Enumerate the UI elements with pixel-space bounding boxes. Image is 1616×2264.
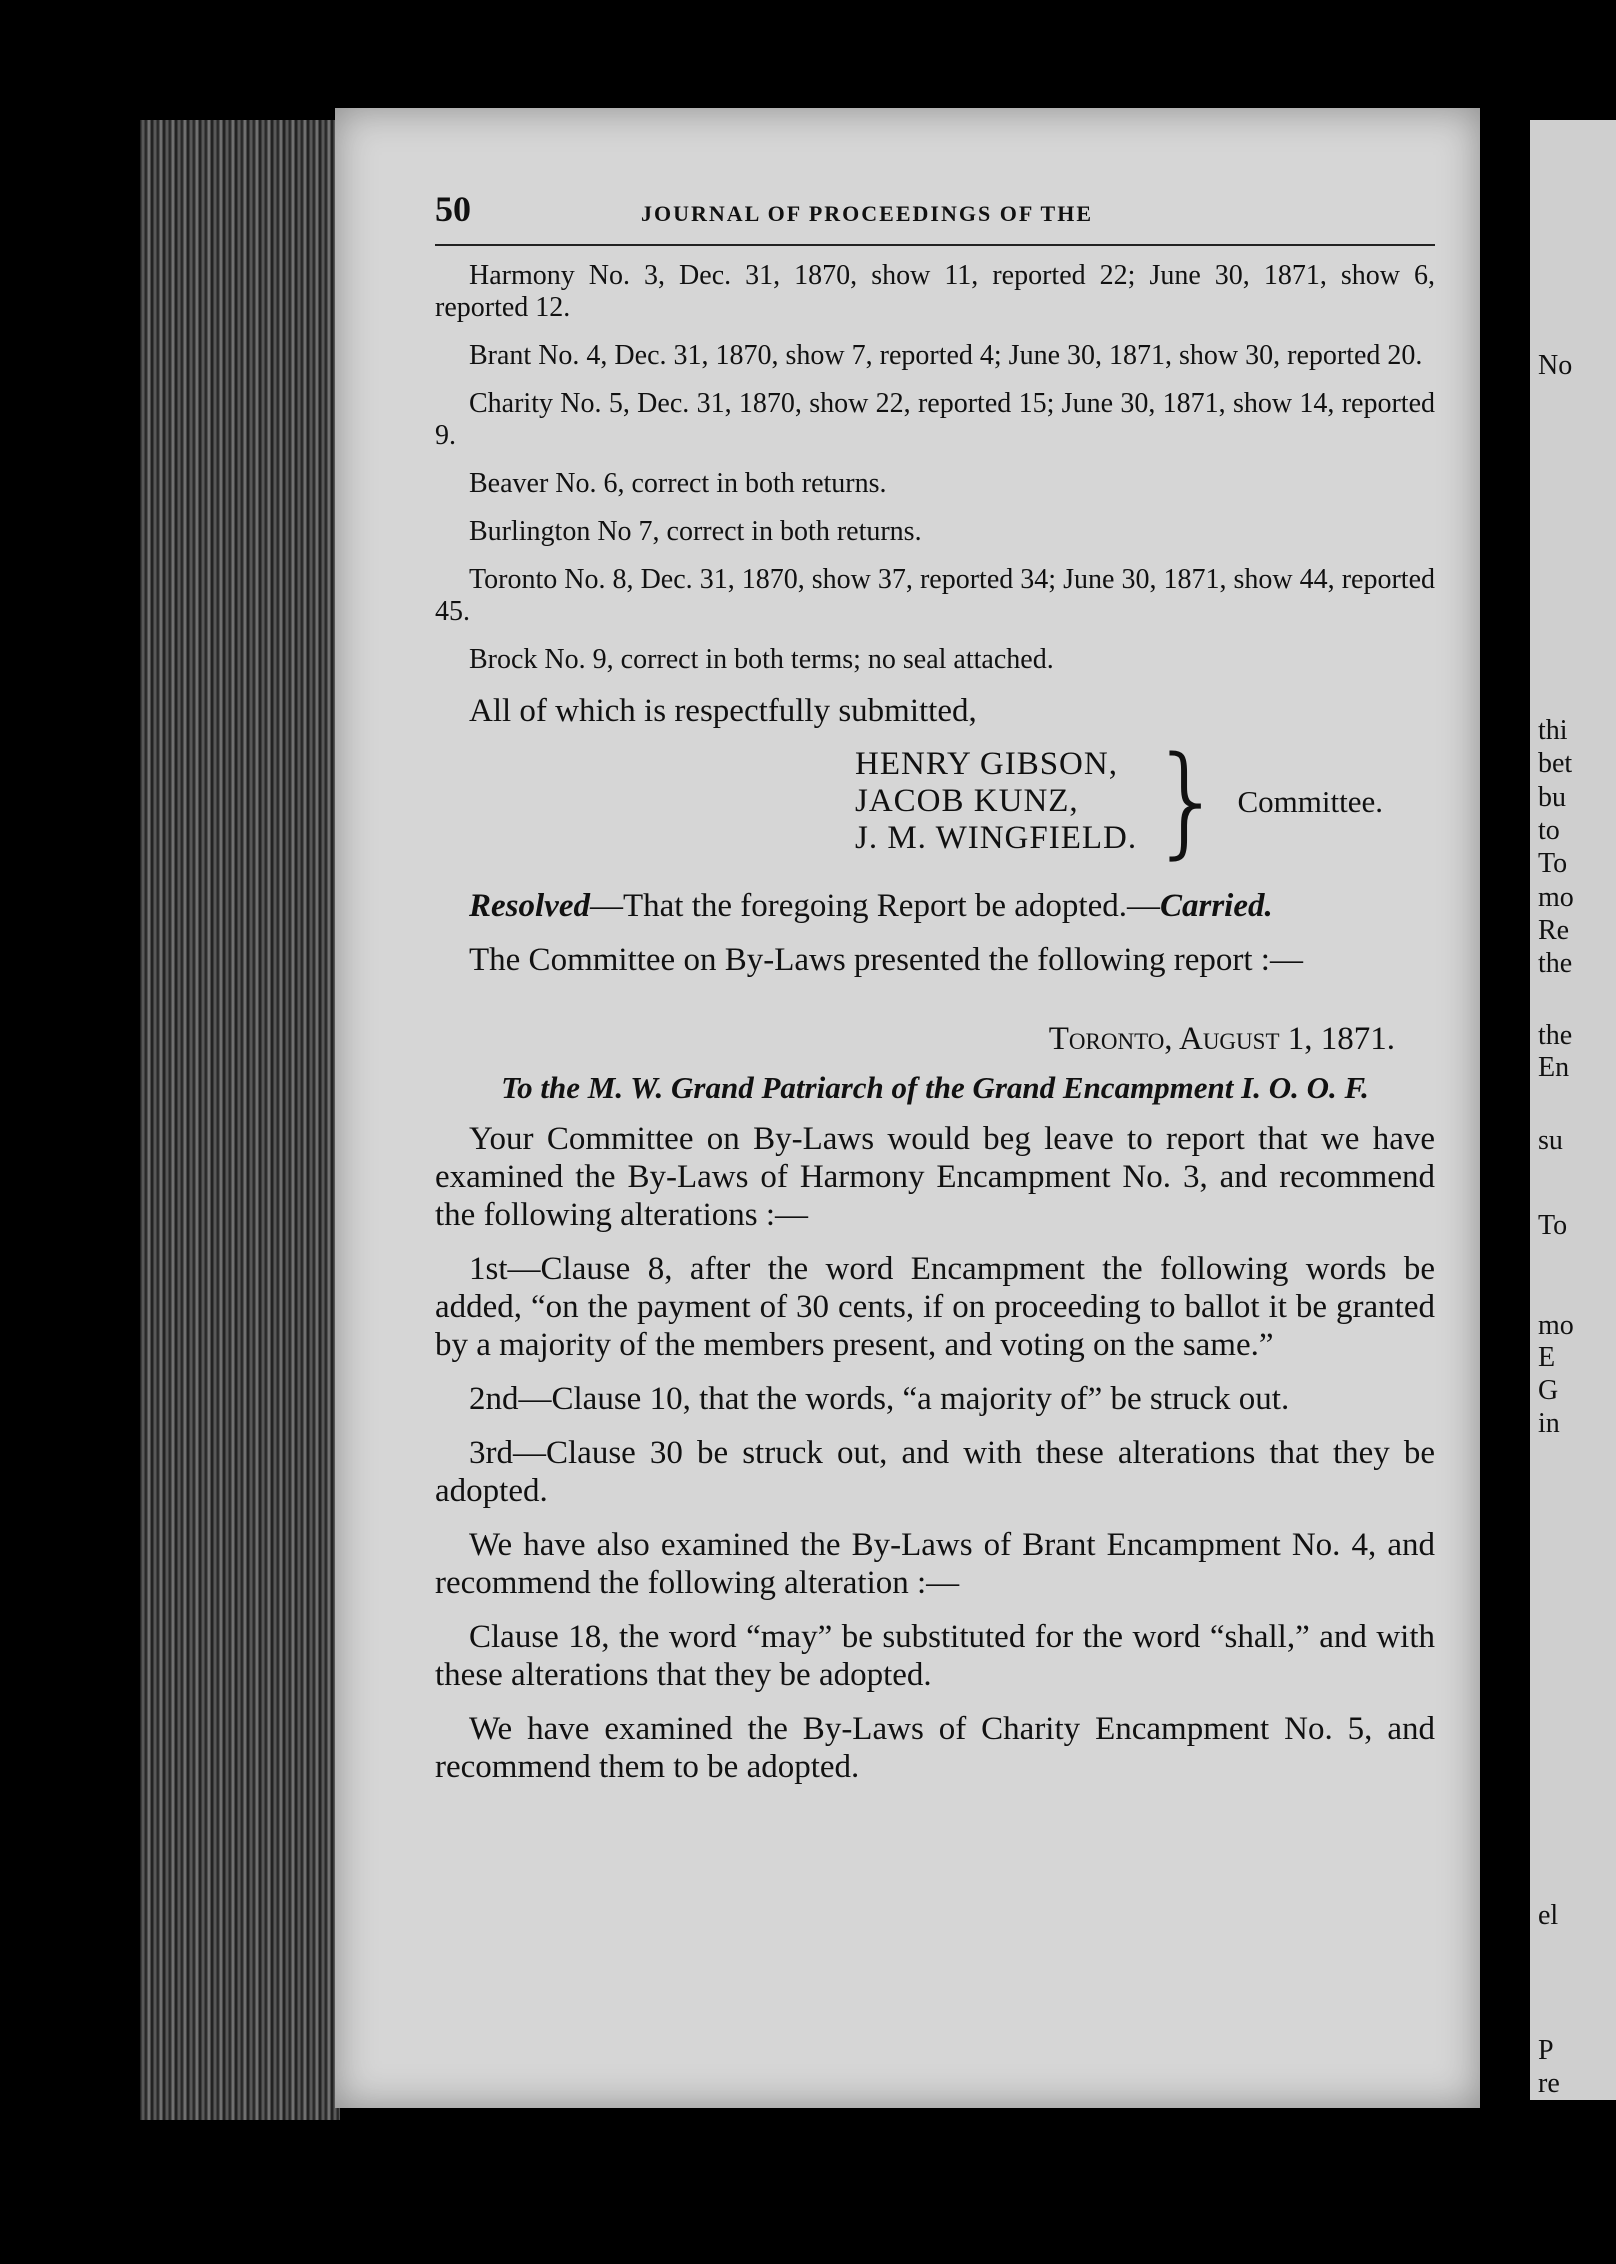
fragment: in (1538, 1408, 1560, 1439)
report-paragraph: Your Committee on By-Laws would beg leave to report that we have examined the By-Laws of Harmony Encampment No. 3, and recommend the following alterations :— (435, 1121, 1435, 1233)
report-date: Toronto, August 1, 1871. (1048, 1021, 1395, 1057)
fragment: re (1538, 2068, 1560, 2099)
report-paragraph: 2nd—Clause 10, that the words, “a majority of” be struck out. (469, 1381, 1290, 1417)
fragment: E (1538, 1342, 1556, 1373)
signature-names (855, 746, 1137, 857)
committee-signatures (855, 731, 1435, 871)
book-spine (140, 120, 340, 2120)
fragment: bu (1538, 782, 1566, 813)
page-header (435, 188, 1435, 246)
committee-label: Committee. (1237, 783, 1384, 819)
signature-name: HENRY GIBSON, (855, 746, 1118, 782)
resolved-line (435, 887, 1435, 925)
fragment: To (1538, 848, 1568, 879)
facing-page-fragment (1530, 120, 1616, 2100)
report-address: To the M. W. Grand Patriarch of the Grand Encampment I. O. O. F. (501, 1070, 1369, 1105)
fragment: mo (1538, 882, 1574, 913)
fragment: bet (1538, 748, 1573, 779)
closing-line: All of which is respectfully submitted, (469, 693, 977, 729)
fragment: to (1538, 815, 1560, 846)
return-entry: Harmony No. 3, Dec. 31, 1870, show 11, reported 22; June 30, 1871, show 6, reported 12. (435, 260, 1435, 323)
return-entry: Burlington No 7, correct in both returns. (469, 516, 922, 547)
fragment: En (1538, 1052, 1570, 1083)
signature-name: JACOB KUNZ, (855, 783, 1079, 819)
page-number: 50 (435, 189, 471, 229)
report-paragraph: 3rd—Clause 30 be struck out, and with these alterations that they be adopted. (435, 1435, 1435, 1509)
fragment: the (1538, 1020, 1573, 1051)
report-paragraph: Clause 18, the word “may” be substituted for the word “shall,” and with these alterations that they be adopted. (435, 1619, 1435, 1693)
fragment: No (1538, 350, 1573, 381)
fragment: el (1538, 1900, 1559, 1931)
fragment: G (1538, 1375, 1559, 1406)
return-entry: Beaver No. 6, correct in both returns. (469, 468, 887, 499)
report-paragraph: 1st—Clause 8, after the word Encampment the following words be added, “on the payment of 30 cents, if on proceeding to ballot it be granted by a majority of the members present, and voting on the same.” (435, 1251, 1435, 1363)
signature-name: J. M. WINGFIELD. (855, 820, 1138, 856)
fragment: the (1538, 948, 1573, 979)
fragment: thi (1538, 715, 1568, 746)
resolved-result: Carried. (1159, 888, 1273, 924)
return-entry: Toronto No. 8, Dec. 31, 1870, show 37, reported 34; June 30, 1871, show 44, reported 45. (435, 564, 1435, 627)
book-page (335, 108, 1480, 2108)
brace-glyph: } (1149, 731, 1226, 871)
page-content (435, 188, 1435, 1802)
return-entry: Brock No. 9, correct in both terms; no seal attached. (469, 644, 1054, 675)
report-paragraph: We have examined the By-Laws of Charity Encampment No. 5, and recommend them to be adopted. (435, 1711, 1435, 1785)
return-entry: Charity No. 5, Dec. 31, 1870, show 22, reported 15; June 30, 1871, show 14, reported 9. (435, 388, 1435, 451)
running-head: JOURNAL OF PROCEEDINGS OF THE (641, 201, 1094, 226)
fragment: P (1538, 2035, 1554, 2066)
fragment: Re (1538, 915, 1570, 946)
fragment: mo (1538, 1310, 1574, 1341)
resolved-lead: Resolved (469, 888, 590, 924)
bylaws-intro: The Committee on By-Laws presented the following report :— (469, 942, 1303, 978)
fragment: To (1538, 1210, 1568, 1241)
return-entry: Brant No. 4, Dec. 31, 1870, show 7, reported 4; June 30, 1871, show 30, reported 20. (469, 340, 1423, 371)
resolved-text: —That the foregoing Report be adopted.— (589, 888, 1160, 924)
fragment: su (1538, 1125, 1563, 1156)
report-paragraph: We have also examined the By-Laws of Brant Encampment No. 4, and recommend the following alteration :— (435, 1527, 1435, 1601)
